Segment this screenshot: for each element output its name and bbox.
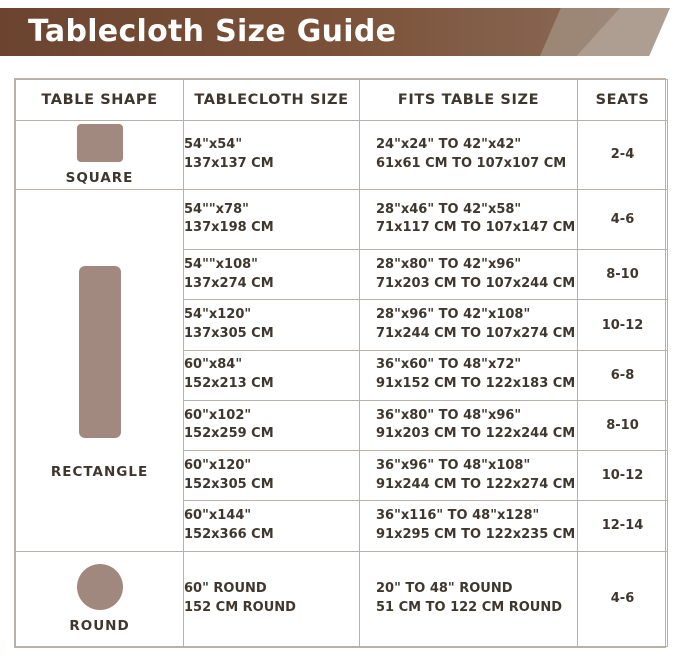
fits-inches: 24"x24" TO 42"x42" [376,137,522,152]
fits-inches: 36"x80" TO 48"x96" [376,407,522,423]
seats-cell: 8-10 [578,250,668,300]
fits-table-size-cell [360,400,578,450]
size-guide-table-wrap [14,78,666,648]
tablecloth-size-cell [184,501,360,551]
fits-table-size-cell [360,300,578,350]
size-cm: 152x305 CM [184,476,274,492]
table-body [16,121,668,647]
size-cm: 152x366 CM [184,526,274,542]
size-cm: 152 CM ROUND [184,599,296,615]
size-inches: 54"x54" [184,137,243,152]
seats-cell: 10-12 [578,300,668,350]
fits-table-size-cell [360,551,578,646]
circle-swatch-icon [77,564,123,610]
header-banner [0,0,679,62]
seats-cell: 4-6 [578,189,668,249]
table-row [16,189,668,249]
size-inches: 54""x108" [184,256,258,272]
fits-cm: 71x203 CM TO 107x244 CM [376,275,576,291]
shape-label-square: SQUARE [65,169,134,186]
fits-cm: 51 CM TO 122 CM ROUND [376,599,563,615]
shape-cell-round [16,551,184,646]
size-inches: 60"x120" [184,457,252,473]
fits-cm: 71x117 CM TO 107x147 CM [376,220,576,236]
shape-cell-square [16,121,184,190]
table-header-row [16,80,668,121]
fits-inches: 36"x60" TO 48"x72" [376,357,522,373]
tablecloth-size-cell [184,400,360,450]
fits-table-size-cell [360,350,578,400]
fits-table-size-cell [360,189,578,249]
seats-cell: 2-4 [578,121,668,190]
size-inches: 54"x120" [184,307,252,323]
rectangle-swatch-icon [79,266,121,438]
size-cm: 137x137 CM [184,155,274,171]
fits-cm: 91x203 CM TO 122x244 CM [376,426,576,442]
fits-inches: 28"x96" TO 42"x108" [376,307,531,323]
fits-inches: 36"x96" TO 48"x108" [376,457,531,473]
size-inches: 54""x78" [184,201,249,217]
fits-inches: 28"x46" TO 42"x58" [376,201,522,217]
tablecloth-size-cell [184,250,360,300]
fits-table-size-cell [360,121,578,190]
size-inches: 60"x84" [184,357,243,373]
column-header-tablecloth-size: TABLECLOTH SIZE [184,80,360,121]
size-cm: 137x305 CM [184,326,274,342]
fits-table-size-cell [360,451,578,501]
banner-shape-light [540,8,670,56]
fits-inches: 36"x116" TO 48"x128" [376,508,540,524]
fits-cm: 61x61 CM TO 107x107 CM [376,155,567,171]
seats-cell: 12-14 [578,501,668,551]
shape-label-rectangle: RECTANGLE [50,464,149,481]
size-inches: 60"x144" [184,508,252,524]
table-row [16,121,668,190]
tablecloth-size-cell [184,300,360,350]
fits-cm: 91x244 CM TO 122x274 CM [376,476,576,492]
fits-inches: 20" TO 48" ROUND [376,580,513,596]
size-cm: 137x274 CM [184,275,274,291]
tablecloth-size-cell [184,189,360,249]
size-cm: 137x198 CM [184,220,274,236]
fits-cm: 91x295 CM TO 122x235 CM [376,526,576,542]
page-title: Tablecloth Size Guide [28,14,397,49]
shape-label-round: ROUND [69,617,130,634]
size-cm: 152x213 CM [184,376,274,392]
fits-cm: 91x152 CM TO 122x183 CM [376,376,576,392]
size-cm: 152x259 CM [184,426,274,442]
seats-cell: 4-6 [578,551,668,646]
fits-cm: 71x244 CM TO 107x274 CM [376,326,576,342]
size-guide-table [15,79,668,647]
fits-table-size-cell [360,501,578,551]
seats-cell: 10-12 [578,451,668,501]
size-inches: 60"x102" [184,407,252,423]
shape-cell-rectangle [16,189,184,551]
table-row [16,551,668,646]
tablecloth-size-cell [184,121,360,190]
fits-inches: 28"x80" TO 42"x96" [376,256,522,272]
tablecloth-size-cell [184,451,360,501]
table-header [16,80,668,121]
seats-cell: 8-10 [578,400,668,450]
square-swatch-icon [77,124,123,162]
column-header-table-shape: TABLE SHAPE [16,80,184,121]
fits-table-size-cell [360,250,578,300]
column-header-seats: SEATS [578,80,668,121]
column-header-fits-table-size: FITS TABLE SIZE [360,80,578,121]
size-inches: 60" ROUND [184,580,267,596]
tablecloth-size-cell [184,350,360,400]
tablecloth-size-cell [184,551,360,646]
seats-cell: 6-8 [578,350,668,400]
